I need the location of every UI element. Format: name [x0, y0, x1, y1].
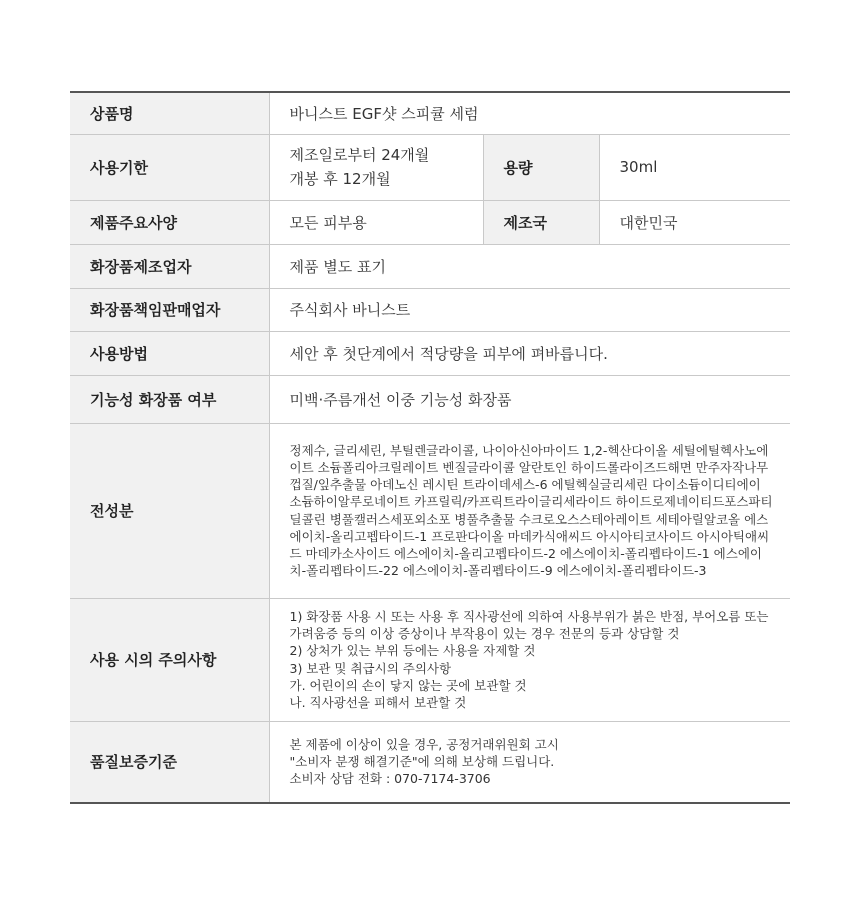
caution-line: 2) 상처가 있는 부위 등에는 사용을 자제할 것: [289, 643, 536, 659]
sub-label-country: 제조국: [483, 200, 599, 244]
row-distributor: [70, 288, 790, 331]
row-value: 미백·주름개선 이중 기능성 화장품: [289, 390, 512, 409]
row-value: [269, 134, 483, 200]
guarantee-line: 본 제품에 이상이 있을 경우, 공정거래위원회 고시: [289, 736, 559, 752]
row-value: 모든 피부용: [289, 213, 367, 232]
guarantee-line: "소비자 분쟁 해결기준"에 의해 보상해 드립니다.: [289, 754, 555, 770]
row-value: 제품 별도 표기: [289, 257, 386, 276]
sub-label-volume: 용량: [483, 134, 599, 200]
row-label: 사용기한: [70, 134, 269, 200]
row-label: 상품명: [70, 92, 269, 134]
row-value: 바니스트 EGF샷 스피큘 세럼: [289, 104, 479, 123]
row-expiration: [70, 134, 790, 200]
guarantee-text: [269, 721, 790, 803]
row-label: 전성분: [70, 423, 269, 598]
row-usage: [70, 331, 790, 375]
caution-line: 나. 직사광선을 피해서 보관할 것: [289, 694, 467, 710]
row-label: 사용방법: [70, 331, 269, 375]
row-cautions: [70, 598, 790, 721]
row-main-spec: [70, 200, 790, 244]
value-line: 개봉 후 12개월: [289, 170, 391, 188]
row-value: 주식회사 바니스트: [289, 301, 411, 319]
cautions-text: [269, 598, 790, 721]
guarantee-line: 소비자 상담 전화 : 070-7174-3706: [289, 771, 491, 787]
row-label: 사용 시의 주의사항: [70, 598, 269, 721]
ingredients-text: 정제수, 글리세린, 부틸렌글라이콜, 나이아신아마이드 1,2-헥산다이올 세틸에틸헥사노에이트 소듐폴리아크릴레이트 벤질글라이콜 알란토인 하이드롤라이즈드해면 만주자작나무껍질/잎추출물 아데노신 레시틴 트라이데세스-6 에틸헥실글리세린 다이소듐이디티에이 소듐하이알루로네이트 카프릴릭/카프릭트라이글리세라이드 하이드로제네이티드포스파티딜콜린 병풀캘러스세포외소포 병풀추출물 수크로오스스테아레이트 세테아릴알코올 에스에이치-올리고펩타이드-1 프로판다이올 마데카식애씨드 아시아티코사이드 아시아틱애씨드 마데카소사이드 에스에이치-올리고펩타이드-2 에스에이치-폴리펩타이드-1 에스에이치-폴리펩타이드-22 에스에이치-폴리펩타이드-9 에스에이치-폴리펩타이드-3: [289, 442, 773, 579]
value-line: 제조일로부터 24개월: [289, 146, 430, 164]
caution-line: 1) 화장품 사용 시 또는 사용 후 직사광선에 의하여 사용부위가 붉은 반점, 부어오름 또는 가려움증 등의 이상 증상이나 부작용이 있는 경우 전문의 등과 상담할 것: [289, 608, 769, 642]
row-product-name: [70, 92, 790, 134]
caution-line: 3) 보관 및 취급시의 주의사항: [289, 660, 452, 676]
sub-value-volume: 30ml: [619, 158, 658, 176]
row-label: 품질보증기준: [70, 721, 269, 803]
row-ingredients: [70, 423, 790, 598]
row-label: 기능성 화장품 여부: [70, 375, 269, 423]
caution-line: 가. 어린이의 손이 닿지 않는 곳에 보관할 것: [289, 677, 527, 693]
row-value: 세안 후 첫단계에서 적당량을 피부에 펴바릅니다.: [289, 344, 608, 363]
row-label: 화장품책임판매업자: [70, 288, 269, 331]
sub-value-country: 대한민국: [619, 213, 678, 232]
row-manufacturer: [70, 244, 790, 288]
product-info-table: [70, 91, 790, 804]
row-label: 제품주요사양: [70, 200, 269, 244]
row-label: 화장품제조업자: [70, 244, 269, 288]
row-functional: [70, 375, 790, 423]
row-quality-guarantee: [70, 721, 790, 803]
